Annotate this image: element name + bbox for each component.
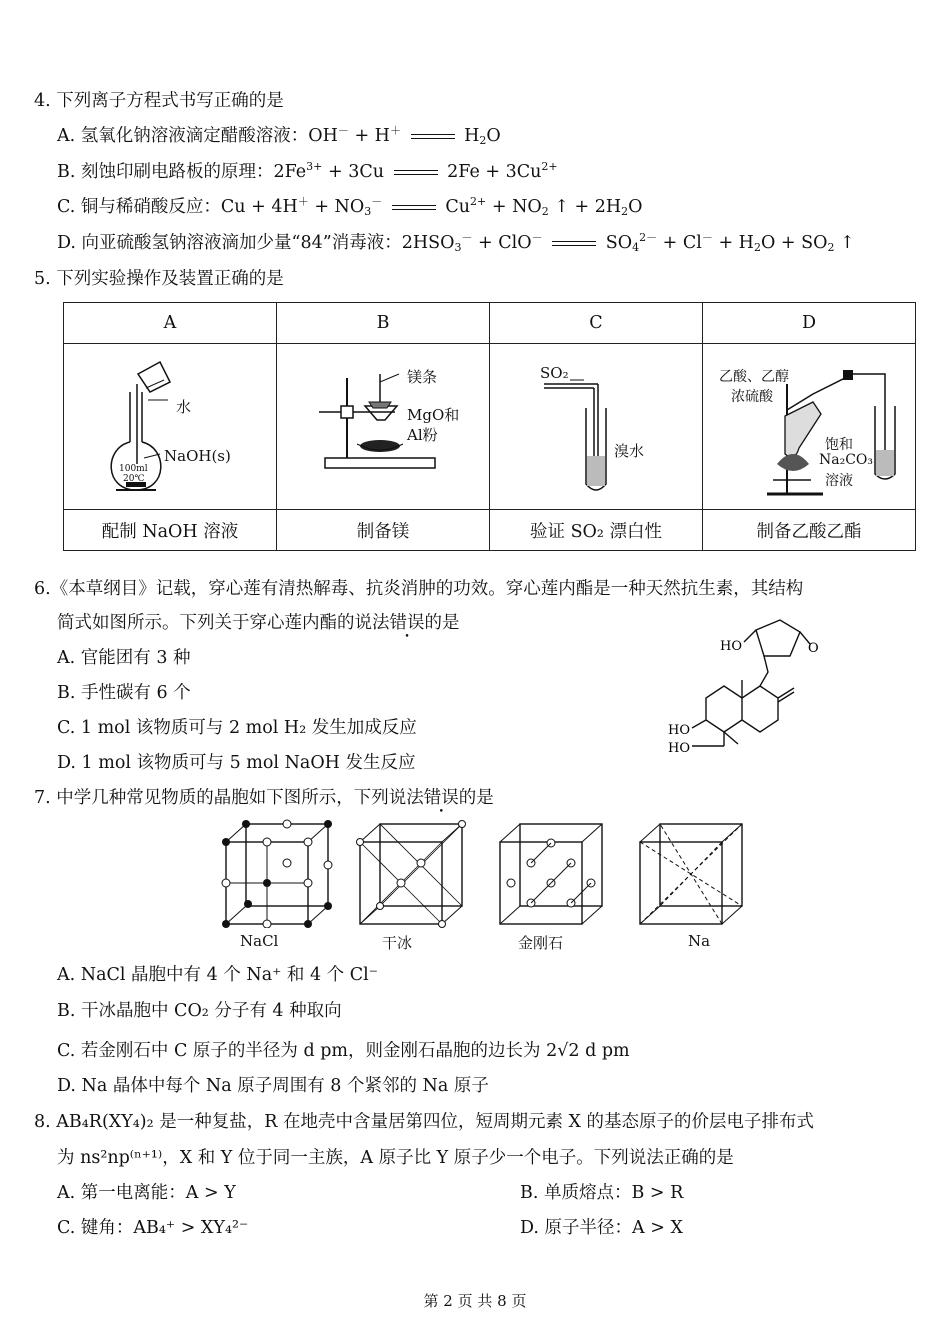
label-mgo: MgO和 [407,406,460,424]
col-header-c: C [490,303,703,344]
q4-stem: 4. 下列离子方程式书写正确的是 [34,91,284,111]
q8-option-b: B. 单质熔点：B > R [520,1183,684,1203]
na-cell [640,824,742,924]
label-reactants: 乙酸、乙醇 [719,369,789,385]
q6-option-d: D. 1 mol 该物质可与 5 mol NaOH 发生反应 [57,753,416,773]
caption-d: 制备乙酸乙酯 [703,510,916,551]
q7-option-a: A. NaCl 晶胞中有 4 个 Na⁺ 和 4 个 Cl⁻ [57,965,378,985]
q4-option-b: B. 刻蚀印刷电路板的原理：$2Fe^{3+} + 3Cu$ $2Fe + 3Cu^{2+}$ [57,160,558,182]
label-so2: SO₂ [540,364,569,382]
label-bromine-water: 溴水 [614,442,645,460]
label-carbonyl-o: O [808,641,819,656]
q8-stem-line1: 8. AB₄R(XY₄)₂ 是一种复盐，R 在地壳中含量居第四位，短周期元素 X 的基态原子的价层电子排布式 [34,1112,815,1132]
caption-c: 验证 SO₂ 漂白性 [490,510,703,551]
dry-ice-cell [357,821,466,928]
q5-stem: 5. 下列实验操作及装置正确的是 [34,269,284,289]
q8-option-d: D. 原子半径：A > X [520,1218,683,1238]
q8-option-c: C. 键角：AB₄⁺ > XY₄²⁻ [57,1218,249,1238]
label-ho-mid: HO [668,723,690,738]
apparatus-c [490,344,703,510]
q6-option-b: B. 手性碳有 6 个 [57,683,191,703]
reaction-arrow [411,134,455,139]
cell-label-na: Na [688,932,711,950]
label-na2co3: Na₂CO₃ [819,452,874,468]
label-sulfuric: 浓硫酸 [731,389,773,405]
q4-option-c: C. 铜与稀硝酸反应：$Cu + 4H^+ + NO_3^-$ $Cu^{2+} + NO_2$ ↑ + $2H_2O$ [57,195,643,218]
col-header-d: D [703,303,916,344]
q6-stem-line1: 6.《本草纲目》记载，穿心莲有清热解毒、抗炎消肿的功效。穿心莲内酯是一种天然抗生素，其结构 [34,579,804,599]
caption-a: 配制 NaOH 溶液 [64,510,277,551]
q7-option-c: C. 若金刚石中 C 原子的半径为 d pm，则金刚石晶胞的边长为 2√2 d pm [57,1041,630,1061]
cell-label-diamond: 金刚石 [518,934,564,952]
apparatus-d [703,344,916,510]
q4-option-d: D. 向亚硫酸氢钠溶液滴加少量“84”消毒液：$2HSO_3^- + ClO^-$ $SO_4^{2-} + Cl^- + H_2O + SO_2$ ↑ [57,231,855,254]
emphasis-wrong: 错误 [389,613,425,633]
q6-option-c: C. 1 mol 该物质可与 2 mol H₂ 发生加成反应 [57,718,417,738]
q7-option-b: B. 干冰晶胞中 CO₂ 分子有 4 种取向 [57,1001,342,1021]
q8-stem-line2: 为 ns²np⁽ⁿ⁺¹⁾，X 和 Y 位于同一主族，A 原子比 Y 原子少一个电子。下列说法正确的是 [57,1148,734,1168]
apparatus-a [64,344,277,510]
label-solution: 溶液 [825,473,853,489]
crystal-cells-figure [220,818,760,928]
label-naoh: NaOH(s) [164,447,231,465]
caption-b: 制备镁 [277,510,490,551]
col-header-b: B [277,303,490,344]
diamond-cell [500,824,602,924]
cell-label-dry-ice: 干冰 [382,934,413,952]
experiment-table [63,302,916,551]
q4-option-a: A. 氢氧化钠溶液滴定醋酸溶液：OH－ + H＋ $H_2O$ [57,124,501,147]
label-ho-top: HO [720,639,742,654]
q7-stem: 7. 中学几种常见物质的晶胞如下图所示，下列说法错误的是 [34,788,494,808]
apparatus-b [277,344,490,510]
volumetric-flask-figure [64,344,276,504]
q8-option-a: A. 第一电离能：A > Y [57,1183,236,1203]
bromine-water-figure [490,344,702,504]
label-ho-bottom: HO [668,741,690,756]
nacl-cell [222,820,332,928]
q6-stem-line2: 简式如图所示。下列关于穿心莲内酯的说法错误的是 [57,613,460,633]
label-flask-volume: 100ml [119,464,148,474]
q6-option-a: A. 官能团有 3 种 [57,648,191,668]
label-water: 水 [176,398,192,416]
cell-label-nacl: NaCl [240,932,279,950]
andrographolide-structure [660,612,840,762]
q7-option-d: D. Na 晶体中每个 Na 原子周围有 8 个紧邻的 Na 原子 [57,1076,489,1096]
page-footer: 第 2 页 共 8 页 [423,1292,527,1310]
label-flask-temp: 20℃ [123,474,145,484]
label-mg-ribbon: 镁条 [407,368,438,386]
label-saturated: 饱和 [825,437,853,453]
col-header-a: A [64,303,277,344]
emphasis-wrong-q7: 错误 [423,788,459,808]
label-al: Al粉 [407,426,438,444]
